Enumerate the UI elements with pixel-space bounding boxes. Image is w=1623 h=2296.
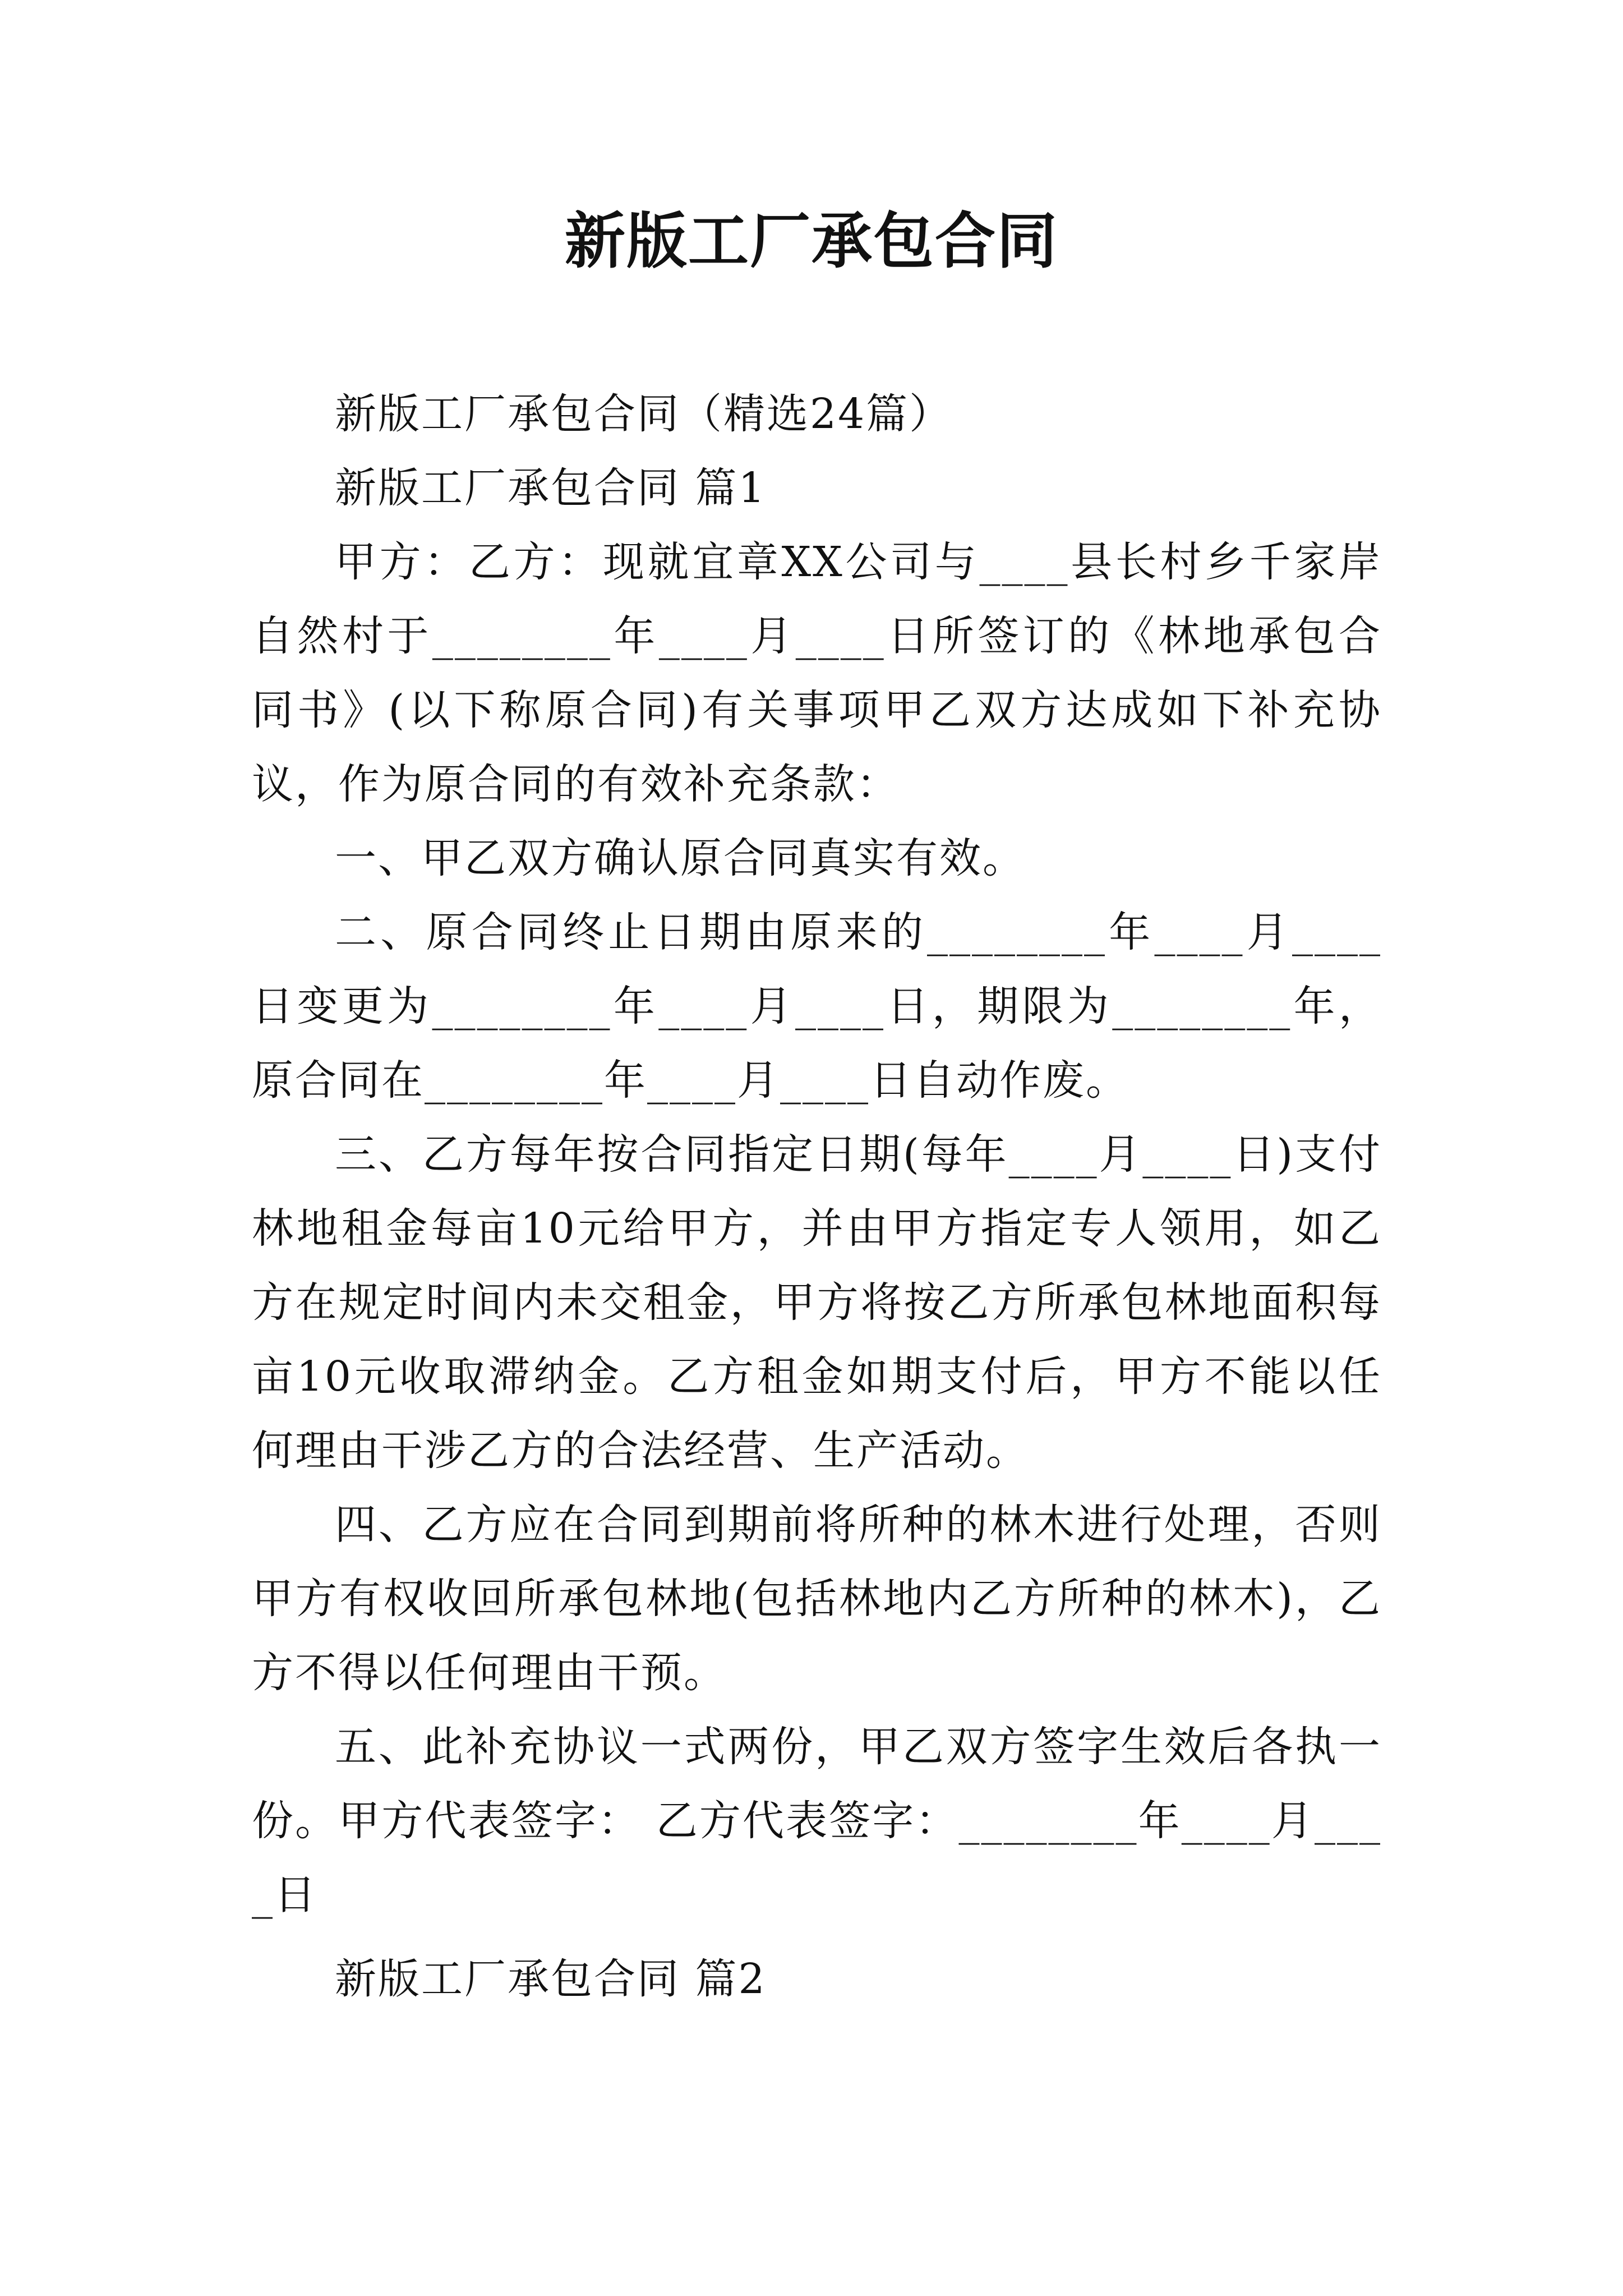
document-body xyxy=(252,377,1382,2016)
section-heading-2: 新版工厂承包合同 篇2 xyxy=(335,1955,767,2003)
clause-3: 三、乙方每年按合同指定日期(每年____月____日)支付林地租金每亩10元给甲方，并由甲方指定专人领用，如乙方在规定时间内未交租金，甲方将按乙方所承包林地面积每亩10元收取滞纳金。乙方租金如期支付后，甲方不能以任何理由干涉乙方的合法经营、生产活动。 xyxy=(252,1130,1382,1475)
collection-heading: 新版工厂承包合同（精选24篇） xyxy=(335,390,953,438)
contract-intro: 甲方：乙方：现就宜章XX公司与____县长村乡千家岸自然村于________年____月____日所签订的《林地承包合同书》(以下称原合同)有关事项甲乙双方达成如下补充协议，作为原合同的有效补充条款： xyxy=(252,538,1382,808)
clause-5-signatures: 五、此补充协议一式两份，甲乙双方签字生效后各执一份。甲方代表签字： 乙方代表签字：________年____月____日 xyxy=(252,1723,1382,1919)
clause-2: 二、原合同终止日期由原来的________年____月____日变更为________年____月____日，期限为________年，原合同在________年____月____日自动作废。 xyxy=(252,908,1382,1105)
document-title: 新版工厂承包合同 xyxy=(564,206,1058,277)
clause-1: 一、甲乙双方确认原合同真实有效。 xyxy=(335,834,1026,882)
clause-4: 四、乙方应在合同到期前将所种的林木进行处理，否则甲方有权收回所承包林地(包括林地内乙方所种的林木)，乙方不得以任何理由干预。 xyxy=(252,1501,1382,1697)
section-heading-1: 新版工厂承包合同 篇1 xyxy=(335,464,767,512)
